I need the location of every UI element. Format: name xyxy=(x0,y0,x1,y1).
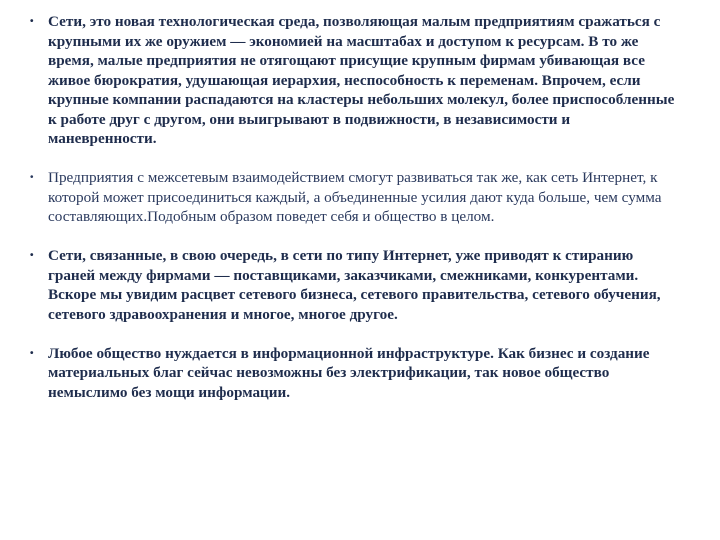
paragraph-text: Предприятия с межсетевым взаимодействием смогут развиваться так же, как сеть Интернет, к которой может присоединиться каждый, а объединенные усилия дают куда больше, чем сумма составляющих.Подобным образом поведет себя и общество в целом. xyxy=(48,169,662,225)
bullet-point-icon: • xyxy=(30,172,34,183)
bullet-point-icon: • xyxy=(30,250,34,261)
bullet-paragraph-1 xyxy=(30,12,678,149)
paragraph-text: Сети, это новая технологическая среда, позволяющая малым предприятиям сражаться с крупными их же оружием — экономией на масштабах и доступом к ресурсам. В то же время, малые предприятия не отягощают присущие крупным фирмам убивающая все живое бюрократия, удушающая иерархия, неспособность к переменам. Впрочем, если крупные компании распадаются на кластеры небольших молекул, более приспособленные к работе друг с другом, они выигрывают в подвижности, в независимости и маневренности. xyxy=(48,13,675,147)
paragraph-text: Сети, связанные, в свою очередь, в сети по типу Интернет, уже приводят к стиранию граней между фирмами — поставщиками, заказчиками, смежниками, конкурентами. Вскоре мы увидим расцвет сетевого бизнеса, сетевого правительства, сетевого обучения, сетевого здравоохранения и многое, многое другое. xyxy=(48,247,661,323)
paragraph-text: Любое общество нуждается в информационной инфраструктуре. Как бизнес и создание материальных благ сейчас невозможны без электрификации, так новое общество немыслимо без мощи информации. xyxy=(48,344,650,401)
bullet-paragraph-4 xyxy=(30,344,678,403)
bullet-list xyxy=(30,12,678,402)
bullet-paragraph-2 xyxy=(30,168,678,227)
bullet-paragraph-3 xyxy=(30,246,678,324)
bullet-point-icon: • xyxy=(30,16,34,27)
bullet-point-icon: • xyxy=(30,347,34,359)
